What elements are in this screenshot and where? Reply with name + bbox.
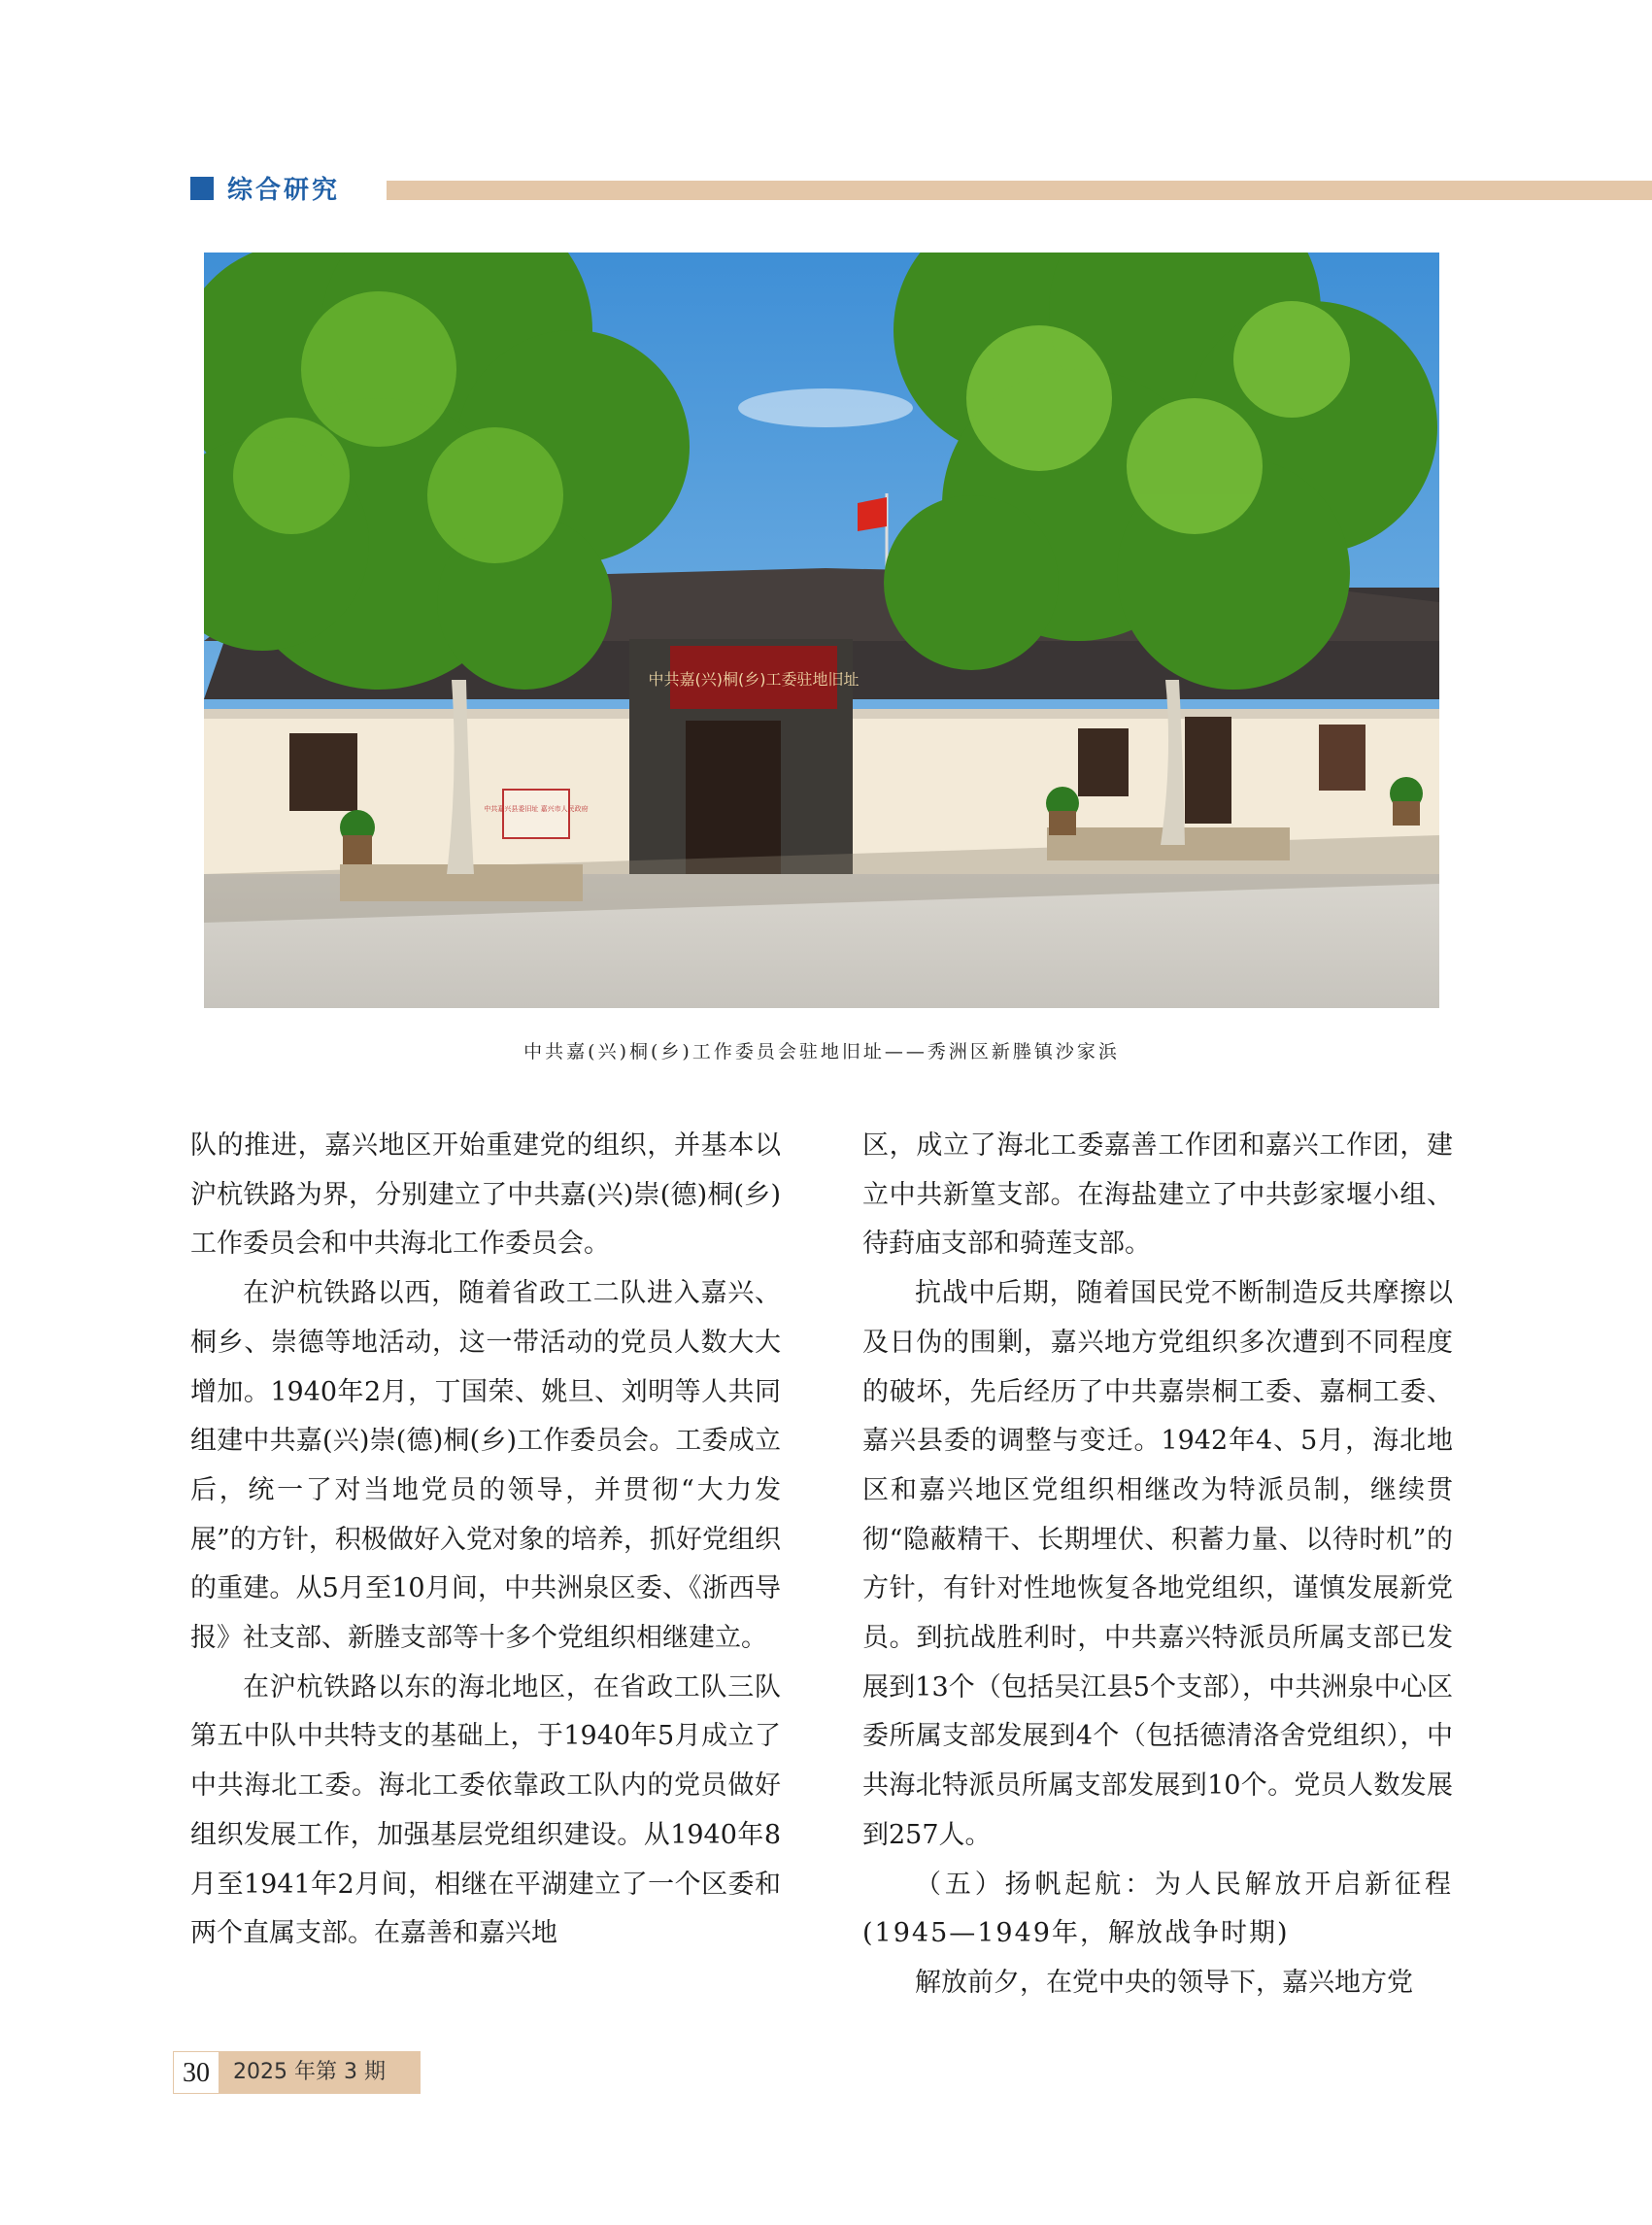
photo-historic-site	[204, 253, 1439, 1008]
page-number: 30	[173, 2051, 219, 2094]
section-subheading: （五）扬帆起航：为人民解放开启新征程(1945—1949年，解放战争时期)	[862, 1869, 1453, 1949]
gate-sign-text: 中共嘉(兴)桐(乡)工委驻地旧址	[648, 670, 860, 689]
photo-caption: 中共嘉(兴)桐(乡)工作委员会驻地旧址——秀洲区新塍镇沙家浜	[523, 1041, 1120, 1062]
paragraph: 队的推进，嘉兴地区开始重建党的组织，并基本以沪杭铁路为界，分别建立了中共嘉(兴)崇(德)桐(乡)工作委员会和中共海北工作委员会。	[190, 1130, 781, 1260]
issue-label: 2025 年第 3 期	[233, 2060, 386, 2084]
paragraph: 在沪杭铁路以东的海北地区，在省政工队三队第五中队中共特支的基础上，于1940年5月成立了中共海北工委。海北工委依靠政工队内的党员做好组织发展工作，加强基层党组织建设。从1940年8月至1941年2月间，相继在平湖建立了一个区委和两个直属支部。在嘉善和嘉兴地	[190, 1671, 781, 1949]
paragraph: 在沪杭铁路以西，随着省政工二队进入嘉兴、桐乡、崇德等地活动，这一带活动的党员人数大大增加。1940年2月，丁国荣、姚旦、刘明等人共同组建中共嘉(兴)崇(德)桐(乡)工作委员会。工委成立后，统一了对当地党员的领导，并贯彻“大力发展”的方针，积极做好入党对象的培养，抓好党组织的重建。从5月至10月间，中共洲泉区委、《浙西导报》社支部、新塍支部等十多个党组织相继建立。	[190, 1278, 781, 1654]
paragraph: 解放前夕，在党中央的领导下，嘉兴地方党	[915, 1967, 1413, 1998]
paragraph: 区，成立了海北工委嘉善工作团和嘉兴工作团，建立中共新篁支部。在海盐建立了中共彭家堰小组、待葑庙支部和骑莲支部。	[862, 1130, 1453, 1260]
section-title: 综合研究	[227, 176, 341, 205]
right-text-column	[862, 1122, 1453, 2008]
header-decorative-bar	[387, 181, 1652, 200]
plaque-text: 中共嘉兴县委旧址 嘉兴市人民政府	[484, 805, 589, 813]
left-text-column	[190, 1122, 781, 1959]
section-header	[190, 173, 1652, 208]
paragraph: 抗战中后期，随着国民党不断制造反共摩擦以及日伪的围剿，嘉兴地方党组织多次遭到不同程度的破坏，先后经历了中共嘉崇桐工委、嘉桐工委、嘉兴县委的调整与变迁。1942年4、5月，海北地区和嘉兴地区党组织相继改为特派员制，继续贯彻“隐蔽精干、长期埋伏、积蓄力量、以待时机”的方针，有针对性地恢复各地党组织，谨慎发展新党员。到抗战胜利时，中共嘉兴特派员所属支部已发展到13个（包括吴江县5个支部），中共洲泉中心区委所属支部发展到4个（包括德清洛舍党组织），中共海北特派员所属支部发展到10个。党员人数发展到257人。	[862, 1278, 1453, 1850]
page-footer	[173, 2051, 421, 2094]
photo-illustration	[204, 253, 1439, 1008]
section-marker-square	[190, 177, 214, 200]
